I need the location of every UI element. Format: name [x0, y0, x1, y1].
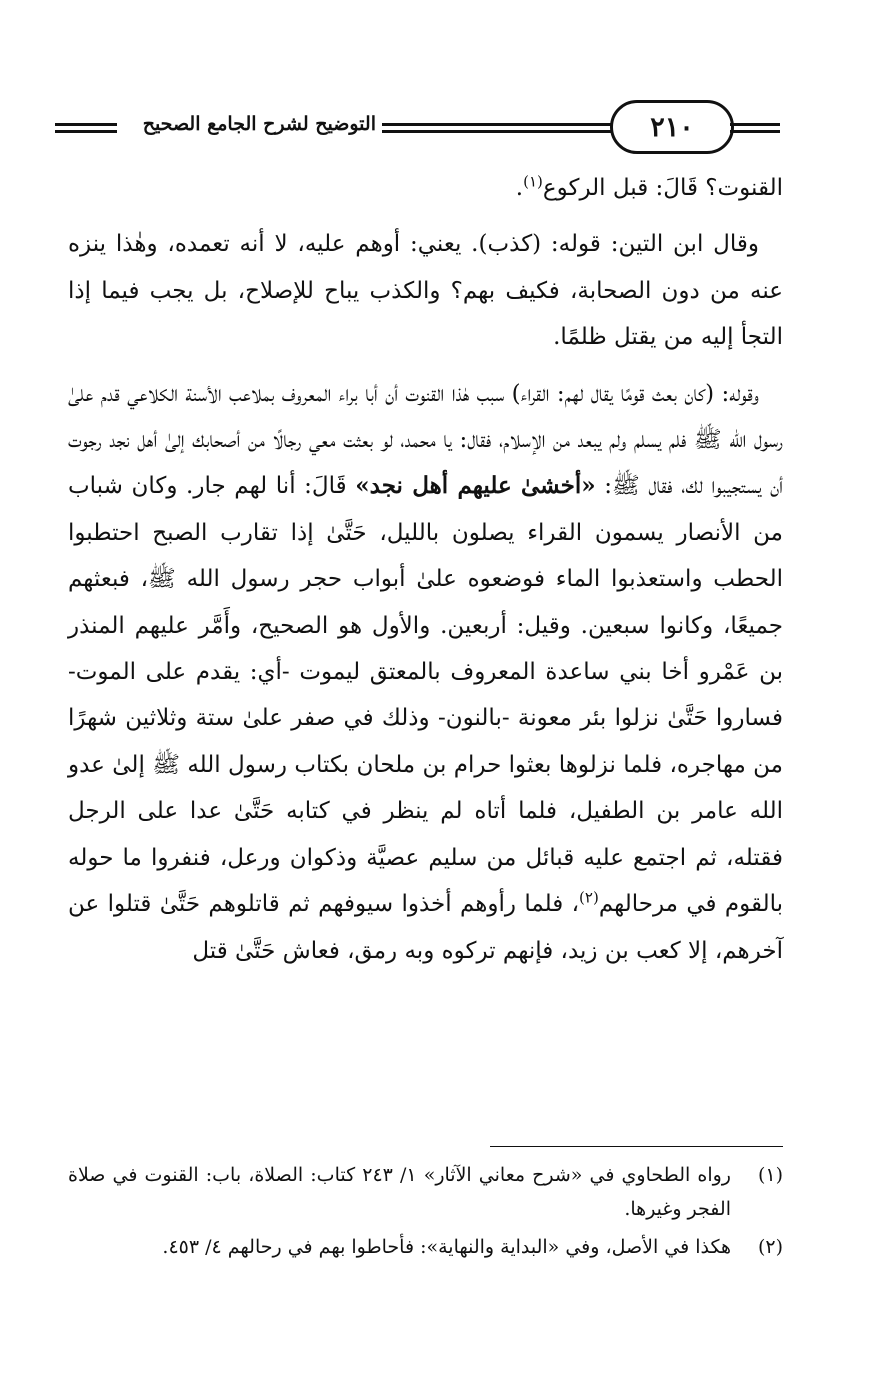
footnote-text: رواه الطحاوي في «شرح معاني الآثار» ١/ ٢٤٣ كتاب: الصلاة، باب: القنوت في صلاة الفجر وغيرها.: [68, 1164, 731, 1220]
footnote-number: (١): [757, 1164, 783, 1186]
paragraph-2: وقال ابن التين: قوله: (كذب). يعني: أوهم عليه، لا أنه تعمده، وهٰذا ينزه عنه من دون الصحابة، فكيف بهم؟ والكذب يباح للإصلاح، بل يجب فيما إذا التجأ إليه من يقتل ظلمًا.: [68, 231, 783, 351]
footnote-separator: [490, 1146, 783, 1147]
footnote-ref-1: (١): [523, 172, 543, 191]
footnote-number: (٢): [757, 1236, 783, 1258]
footnote-1: [68, 1158, 783, 1226]
paragraph-1-end: .: [515, 175, 524, 201]
running-header: [55, 100, 780, 156]
header-rule-left: [55, 123, 117, 133]
running-title: التوضيح لشرح الجامع الصحيح: [142, 113, 376, 135]
paragraph-1-text: القنوت؟ قَالَ: قبل الركوع: [542, 175, 783, 201]
hadith-quote: «أخشىٰ عليهم أهل نجد»: [355, 472, 596, 500]
footnotes: [68, 1158, 783, 1264]
paragraph-1: [68, 165, 783, 211]
paragraph-3-part-2: قَالَ: أنا لهم جار. وكان شباب من الأنصار يسمون القراء يصلون بالليل، حَتَّىٰ إذا تقارب الصبح احتطبوا الحطب واستعذبوا الماء فوضعوه علىٰ أبواب حجر رسول الله ﷺ، فبعثهم جميعًا، وكانوا سبعين. وقيل: أربعين. والأول هو الصحيح، وأَمَّر عليهم المنذر بن عَمْرو أخا بني ساعدة المعروف بالمعتق ليموت -أي: يقدم على الموت- فساروا حَتَّىٰ نزلوا بئر معونة -بالنون- وذلك في صفر علىٰ ستة وثلاثين شهرًا من مهاجره، فلما نزلوها بعثوا حرام بن ملحان بكتاب رسول الله ﷺ إلىٰ عدو الله عامر بن الطفيل، فلما أتاه لم ينظر في كتابه حَتَّىٰ عدا على الرجل فقتله، ثم اجتمع عليه قبائل من سليم عصيَّة وذكوان ورعل، فنفروا ما حوله بالقوم في مرحالهم: [68, 473, 783, 918]
paragraph-3-part-3: ، فلما رأوهم أخذوا سيوفهم ثم قاتلوهم حَتَّىٰ قتلوا عن آخرهم، إلا كعب بن زيد، فإنهم تركوه وبه رمق، فعاش حَتَّىٰ قتل: [68, 891, 783, 964]
main-text: [68, 165, 783, 974]
footnote-text: هكذا في الأصل، وفي «البداية والنهاية»: فأحاطوا بهم في رحالهم ٤/ ٤٥٣.: [162, 1236, 731, 1258]
header-rule-right: [730, 123, 780, 133]
footnote-ref-2: (٢): [579, 888, 599, 907]
paragraph-3: [68, 371, 783, 974]
page-number: ٢١٠: [610, 100, 734, 154]
paragraph-3-part-1: وقوله: (كان بعث قومًا يقال لهم: القراء) سبب هٰذا القنوت أن أبا براء المعروف بملاعب الأسنة الكلاعي قدم علىٰ رسول الله ﷺ فلم يسلم ولم يبعد من الإسلام، فقال: يا محمد، لو بعثت معي رجالًا من أصحابك إلىٰ أهل نجد رجوت أن يستجيبوا لك، فقال ﷺ:: [68, 380, 784, 500]
footnote-2: [68, 1230, 783, 1264]
header-rule-middle: [382, 123, 612, 133]
